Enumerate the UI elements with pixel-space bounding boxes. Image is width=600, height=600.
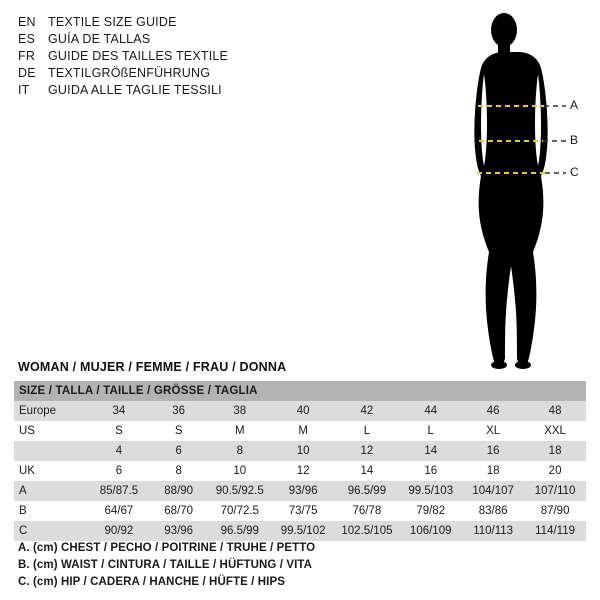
cell: 10: [208, 461, 272, 481]
table-row: [14, 501, 586, 521]
language-row-en: [18, 14, 318, 31]
row-label: A: [14, 481, 88, 501]
table-row: [14, 481, 586, 501]
cell: 46: [462, 401, 524, 421]
marker-label-a: A: [570, 98, 579, 112]
female-figure-diagram: [432, 8, 592, 373]
language-code: EN: [18, 15, 36, 29]
language-code: FR: [18, 49, 36, 63]
cell: 102.5/105: [335, 521, 400, 541]
row-label: B: [14, 501, 88, 521]
section-heading: WOMAN / MUJER / FEMME / FRAU / DONNA: [18, 360, 287, 374]
cell: 20: [524, 461, 586, 481]
legend-row-c: C. (cm) HIP / CADERA / HANCHE / HÜFTE / HIPS: [18, 576, 286, 588]
cell: 44: [399, 401, 462, 421]
cell: 6: [88, 461, 149, 481]
cell: 83/86: [462, 501, 524, 521]
legend-row-a: A. (cm) CHEST / PECHO / POITRINE / TRUHE / PETTO: [18, 542, 316, 554]
row-label: C: [14, 521, 88, 541]
cell: 90/92: [88, 521, 149, 541]
cell: 96.5/99: [335, 481, 400, 501]
language-title: GUIDE DES TAILLES TEXTILE: [48, 49, 229, 63]
cell: 8: [149, 461, 207, 481]
language-title: TEXTILGRÖßENFÜHRUNG: [48, 66, 211, 80]
cell: 106/109: [399, 521, 462, 541]
language-row-de: [18, 65, 318, 82]
cell: 70/72.5: [208, 501, 272, 521]
cell: 14: [399, 441, 462, 461]
language-code: DE: [18, 66, 36, 80]
cell: 12: [335, 441, 400, 461]
cell: 104/107: [462, 481, 524, 501]
row-label: Europe: [14, 401, 88, 421]
language-title: TEXTILE SIZE GUIDE: [48, 15, 177, 29]
cell: 93/96: [149, 521, 207, 541]
cell: 42: [335, 401, 400, 421]
cell: M: [208, 421, 272, 441]
cell: S: [149, 421, 207, 441]
cell: M: [272, 421, 335, 441]
cell: 76/78: [335, 501, 400, 521]
language-row-es: [18, 31, 318, 48]
table-row: [14, 521, 586, 541]
cell: 34: [88, 401, 149, 421]
cell: 110/113: [462, 521, 524, 541]
language-row-it: [18, 82, 318, 99]
table-row: [14, 421, 586, 441]
language-header-block: [18, 14, 318, 99]
row-label: US: [14, 421, 88, 441]
cell: S: [88, 421, 149, 441]
cell: 85/87.5: [88, 481, 149, 501]
cell: 6: [149, 441, 207, 461]
cell: 36: [149, 401, 207, 421]
cell: 99.5/103: [399, 481, 462, 501]
cell: 88/90: [149, 481, 207, 501]
table-header-label: SIZE / TALLA / TAILLE / GRÖSSE / TAGLIA: [19, 385, 258, 397]
cell: 93/96: [272, 481, 335, 501]
language-title: GUIDA ALLE TAGLIE TESSILI: [48, 83, 222, 97]
row-label: UK: [14, 461, 88, 481]
language-code: IT: [18, 83, 30, 97]
cell: 10: [272, 441, 335, 461]
size-table: [14, 381, 586, 541]
language-row-fr: [18, 48, 318, 65]
cell: 38: [208, 401, 272, 421]
cell: 68/70: [149, 501, 207, 521]
female-silhouette-icon: [432, 8, 592, 373]
cell: 8: [208, 441, 272, 461]
cell: 99.5/102: [272, 521, 335, 541]
language-code: ES: [18, 32, 36, 46]
cell: 4: [88, 441, 149, 461]
cell: 12: [272, 461, 335, 481]
cell: XL: [462, 421, 524, 441]
cell: 107/110: [524, 481, 586, 501]
marker-label-b: B: [570, 133, 579, 147]
cell: 114/119: [524, 521, 586, 541]
cell: 90.5/92.5: [208, 481, 272, 501]
table-row: [14, 441, 586, 461]
cell: 64/67: [88, 501, 149, 521]
cell: XXL: [524, 421, 586, 441]
cell: 16: [462, 441, 524, 461]
legend-row-b: B. (cm) WAIST / CINTURA / TAILLE / HÜFTUNG / VITA: [18, 559, 313, 571]
cell: 87/90: [524, 501, 586, 521]
table-header-row: [14, 381, 586, 401]
marker-label-c: C: [570, 165, 579, 179]
cell: 96.5/99: [208, 521, 272, 541]
cell: 40: [272, 401, 335, 421]
table-row: [14, 461, 586, 481]
cell: 18: [462, 461, 524, 481]
cell: 16: [399, 461, 462, 481]
language-title: GUÍA DE TALLAS: [48, 32, 151, 46]
cell: 79/82: [399, 501, 462, 521]
cell: 73/75: [272, 501, 335, 521]
cell: 18: [524, 441, 586, 461]
table-row: [14, 401, 586, 421]
cell: 14: [335, 461, 400, 481]
row-label: [14, 441, 88, 461]
cell: 48: [524, 401, 586, 421]
cell: L: [399, 421, 462, 441]
cell: L: [335, 421, 400, 441]
measurement-legend: [18, 540, 315, 591]
